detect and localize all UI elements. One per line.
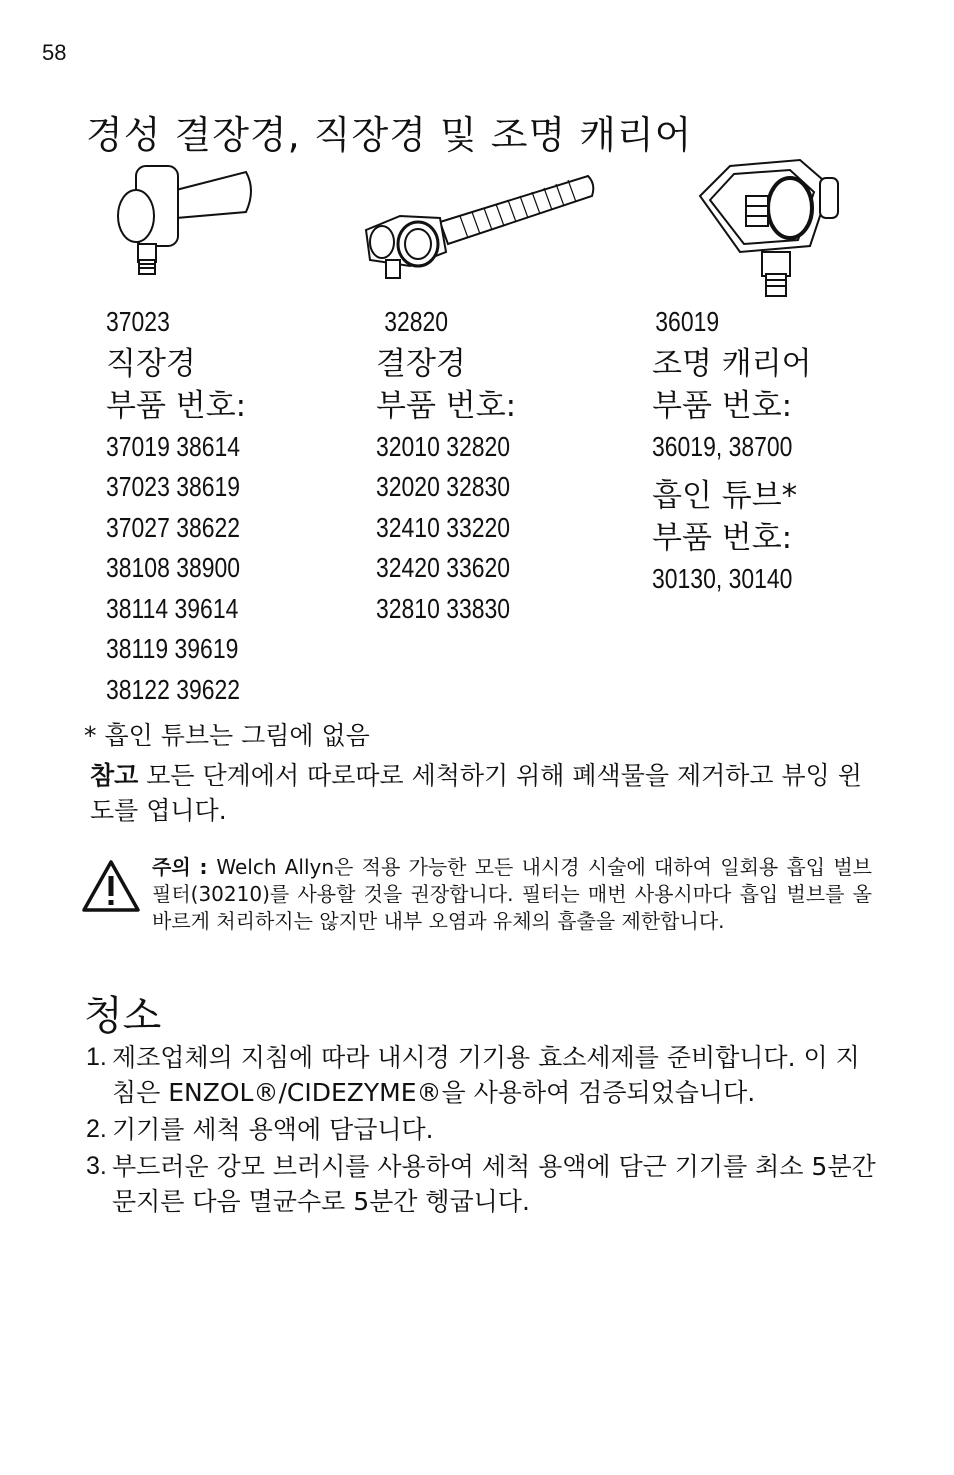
light-carrier-illustration <box>690 156 850 302</box>
part-row: 38114 39614 <box>106 592 239 624</box>
page-title: 경성 결장경, 직장경 및 조명 캐리어 <box>86 113 693 157</box>
footnote: * 흡인 튜브는 그림에 없음 <box>84 721 370 750</box>
suction-tube-name: 흡인 튜브* <box>652 478 798 514</box>
part-row: 32010 32820 <box>376 430 511 462</box>
note-text: 모든 단계에서 따로따로 세척하기 위해 폐색물을 제거하고 뷰잉 윈도를 엽니다. <box>90 761 862 825</box>
list-item <box>86 1112 876 1147</box>
part-row: 38119 39619 <box>106 633 239 664</box>
step-text: 기기를 세척 용액에 담급니다. <box>112 1115 434 1144</box>
note <box>90 758 870 828</box>
caution-text <box>152 854 872 935</box>
sigmoidoscope-illustration <box>360 170 600 280</box>
step-text: 제조업체의 지침에 따라 내시경 기기용 효소세제를 준비합니다. 이 지침은 ENZOL®/CIDEZYME®을 사용하여 검증되었습니다. <box>112 1043 860 1107</box>
part-row: 32420 33620 <box>376 552 511 583</box>
product-column-sigmoidoscope <box>376 302 540 629</box>
part-label: 부품 번호: <box>652 520 793 556</box>
step-number: 1. <box>86 1043 107 1071</box>
warning-icon <box>80 858 142 914</box>
product-column-light-carrier <box>652 302 823 600</box>
part-row: 36019, 38700 <box>652 430 793 462</box>
page-number: 58 <box>42 40 67 65</box>
cleaning-steps <box>86 1040 876 1221</box>
part-row: 32810 33830 <box>376 592 511 624</box>
part-label: 부품 번호: <box>652 387 793 424</box>
product-name: 직장경 <box>106 345 196 382</box>
model-number: 36019 <box>655 306 720 337</box>
part-row: 32410 33220 <box>376 511 511 543</box>
step-text: 부드러운 강모 브러시를 사용하여 세척 용액에 담근 기기를 최소 5분간 문지른 다음 멸균수로 5분간 헹굽니다. <box>112 1152 876 1216</box>
caution-label: 주의 : <box>152 855 217 879</box>
step-number: 3. <box>86 1152 107 1180</box>
part-label: 부품 번호: <box>376 387 517 424</box>
part-row: 38108 38900 <box>106 552 241 583</box>
section-title: 청소 <box>84 993 162 1039</box>
model-number: 37023 <box>106 306 170 337</box>
part-row: 37027 38622 <box>106 511 241 543</box>
part-row: 32020 32830 <box>376 471 511 502</box>
model-number: 32820 <box>384 306 449 337</box>
caution-body: Welch Allyn은 적용 가능한 모든 내시경 시술에 대하여 일회용 흡입 벌브 필터(30210)를 사용할 것을 권장합니다. 필터는 매번 사용시마다 흡입 벌브를 올바르게 처리하지는 않지만 내부 오염과 유체의 흡출을 제한합니다. <box>152 855 872 933</box>
product-column-proctoscope <box>106 302 270 710</box>
part-row: 30130, 30140 <box>652 563 793 594</box>
step-number: 2. <box>86 1115 107 1143</box>
note-label: 참고 <box>90 761 139 790</box>
list-item <box>86 1040 876 1110</box>
list-item <box>86 1149 876 1219</box>
product-name: 결장경 <box>376 345 466 382</box>
part-row: 38122 39622 <box>106 673 241 705</box>
part-row: 37023 38619 <box>106 471 241 502</box>
proctoscope-illustration <box>106 160 256 280</box>
part-row: 37019 38614 <box>106 430 241 462</box>
product-name: 조명 캐리어 <box>652 345 812 382</box>
part-label: 부품 번호: <box>106 387 247 424</box>
